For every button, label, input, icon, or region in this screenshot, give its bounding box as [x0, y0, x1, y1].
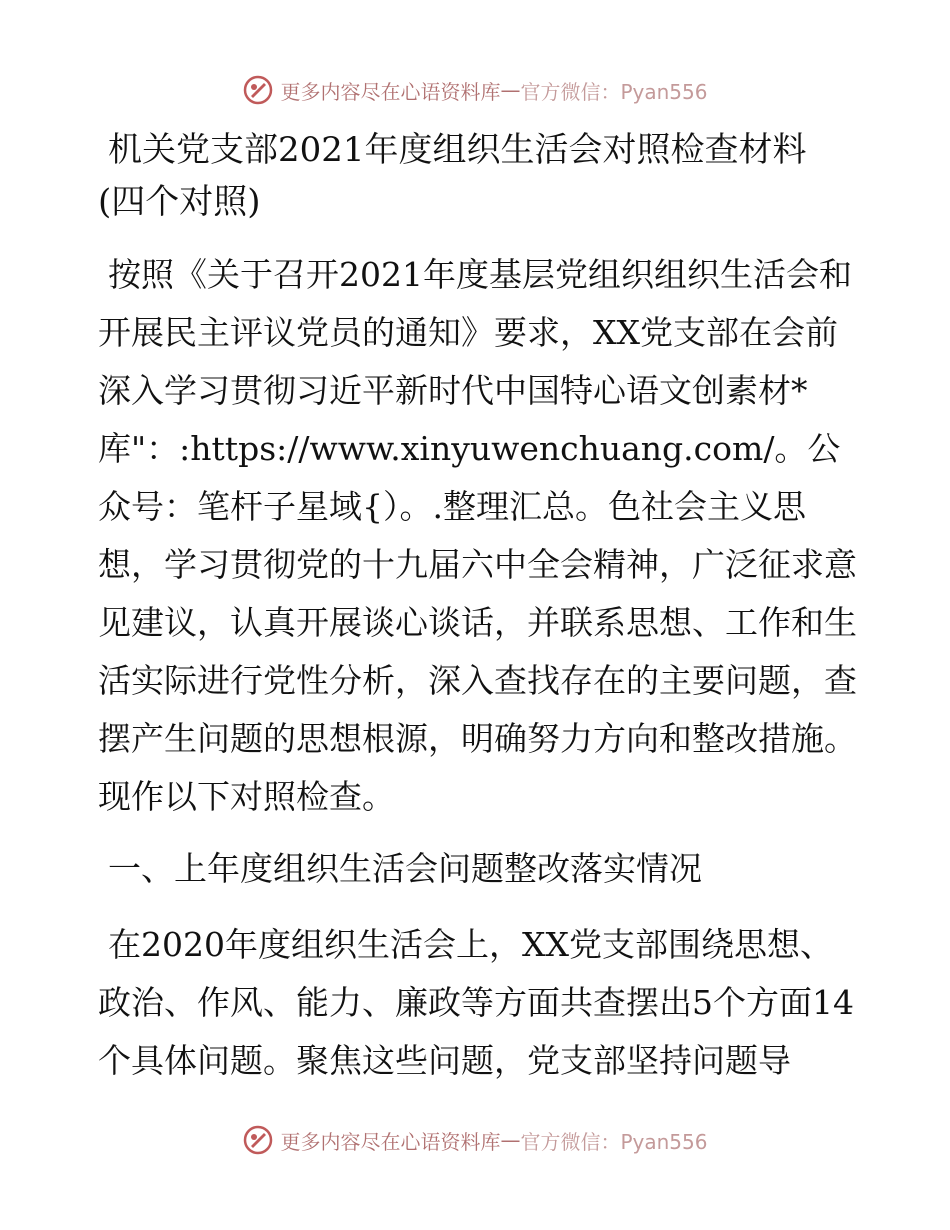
logo-icon: [242, 1124, 274, 1156]
watermark-wechat-text: 官方微信：Pyan556: [520, 79, 708, 104]
document-subtitle: (四个对照): [98, 182, 261, 222]
paragraph-intro: 按照《关于召开2021年度基层党组织组织生活会和开展民主评议党员的通知》要求，XX党支部在会前深入学习贯彻习近平新时代中国特心语文创素材*库"：:https://www.xinyuwenchuang.com/。公众号：笔杆子星域{）。.整理汇总。色社会主义思想，学习贯彻党的十九届六中全会精神，广泛征求意见建议，认真开展谈心谈话，并联系思想、工作和生活实际进行党性分析，深入查找存在的主要问题，查摆产生问题的思想根源，明确努力方向和整改措施。现作以下对照检查。: [98, 255, 857, 816]
watermark-site-text: 更多内容尽在心语资料库: [280, 79, 501, 104]
watermark-dash: —: [500, 1128, 521, 1152]
document-body: [98, 124, 858, 1090]
document-title: 机关党支部2021年度组织生活会对照检查材料: [108, 130, 807, 170]
section-heading-1: 一、上年度组织生活会问题整改落实情况: [108, 849, 702, 888]
watermark-banner-bottom: [0, 1120, 950, 1160]
watermark-dash: —: [500, 78, 521, 102]
watermark-banner-top: [0, 70, 950, 110]
watermark-site-text: 更多内容尽在心语资料库: [280, 1129, 501, 1154]
logo-icon: [242, 74, 274, 106]
watermark-wechat-text: 官方微信：Pyan556: [520, 1129, 708, 1154]
paragraph-section-1: 在2020年度组织生活会上，XX党支部围绕思想、政治、作风、能力、廉政等方面共查摆出5个方面14个具体问题。聚焦这些问题，党支部坚持问题导: [98, 925, 854, 1080]
